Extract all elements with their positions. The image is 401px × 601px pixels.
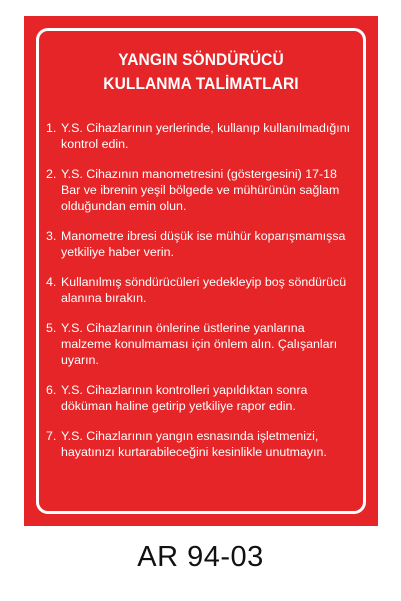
instruction-number: 7. [46,429,57,443]
instruction-text: Y.S. Cihazlarının yangın esnasında işletmenizi, hayatınızı kurtarabileceğini kesinlikle unutmayın. [61,429,327,459]
instruction-text: Y.S. Cihazlarının kontrolleri yapıldıktan sonra döküman haline getirip yetkiliye rapor edin. [61,383,308,413]
instruction-number: 4. [46,275,57,289]
instruction-item-1 [46,120,356,152]
instruction-item-7 [46,428,356,460]
instruction-text: Y.S. Cihazlarının önlerine üstlerine yanlarına malzeme konulmaması için önlem alın. Çalışanları uyarın. [61,321,338,367]
instruction-text: Kullanılmış söndürücüleri yedekleyip boş söndürücü alanına bırakın. [61,275,347,305]
instruction-number: 5. [46,321,57,335]
instruction-item-2 [46,166,356,214]
instruction-item-6 [46,382,356,414]
sign-title-line-2: KULLANMA TALİMATLARI [103,75,299,93]
instruction-item-4 [46,274,356,306]
sign-title-line-1: YANGIN SÖNDÜRÜCÜ [118,51,284,69]
instruction-text: Manometre ibresi düşük ise mühür koparışmamışsa yetkiliye haber verin. [61,229,346,259]
instruction-number: 6. [46,383,57,397]
instruction-list [46,120,356,474]
instruction-item-5 [46,320,356,368]
instruction-number: 1. [46,121,57,135]
sign-title [35,48,368,96]
product-code: AR 94-03 [137,541,264,573]
instruction-number: 2. [46,167,57,181]
instruction-number: 3. [46,229,57,243]
fire-extinguisher-sign [24,16,378,526]
instruction-text: Y.S. Cihazının manometresini (göstergesini) 17-18 Bar ve ibrenin yeşil bölgede ve mühürünün sağlam olduğundan emin olun. [61,167,340,213]
instruction-item-3 [46,228,356,260]
instruction-text: Y.S. Cihazlarının yerlerinde, kullanıp kullanılmadığını kontrol edin. [61,121,351,151]
